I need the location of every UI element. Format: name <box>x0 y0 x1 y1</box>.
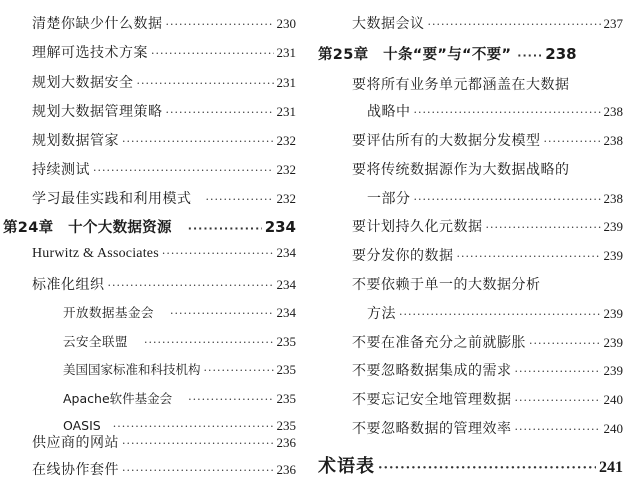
dot-leader <box>378 461 596 476</box>
toc-entry-title: 在线协作套件 <box>32 462 119 478</box>
toc-entry-page: 239 <box>603 335 623 350</box>
toc-entry-page: 238 <box>603 191 623 206</box>
toc-subentry[interactable] <box>63 303 296 321</box>
toc-entry-title: 不要依赖于单一的大数据分析 <box>352 277 541 293</box>
dot-leader <box>162 247 274 260</box>
toc-entry-page: 235 <box>276 391 296 406</box>
toc-entry-page: 238 <box>603 104 623 119</box>
toc-entry[interactable] <box>352 13 623 33</box>
toc-entry[interactable] <box>32 432 296 452</box>
toc-entry-page: 239 <box>603 219 623 234</box>
toc-entry-title: 开放数据基金会 <box>63 305 155 320</box>
toc-entry-title: 不要忽略数据的管理效率 <box>352 421 512 437</box>
toc-entry[interactable] <box>32 459 296 479</box>
toc-entry[interactable] <box>352 130 623 150</box>
toc-entry-page: 236 <box>276 462 296 477</box>
toc-entry-title: 标准化组织 <box>32 277 105 293</box>
dot-leader <box>166 18 274 31</box>
dot-leader <box>188 393 273 406</box>
dot-leader <box>457 250 601 263</box>
toc-entry[interactable] <box>352 332 623 352</box>
toc-entry[interactable] <box>32 130 296 150</box>
toc-entry[interactable] <box>32 13 296 33</box>
toc-entry-title: 云安全联盟 <box>63 334 129 349</box>
dot-leader <box>529 337 601 350</box>
dot-leader <box>517 49 541 62</box>
dot-leader <box>486 221 601 234</box>
toc-entry[interactable] <box>32 274 296 294</box>
chapter-25-heading[interactable] <box>318 43 623 64</box>
toc-entry-page: 231 <box>276 104 296 119</box>
dot-leader <box>137 77 274 90</box>
dot-leader <box>515 423 601 436</box>
toc-entry-page: 240 <box>603 392 623 407</box>
dot-leader <box>515 394 601 407</box>
toc-entry-page: 234 <box>276 277 296 292</box>
toc-entry-title: 理解可选技术方案 <box>32 45 148 61</box>
dot-leader <box>414 193 601 206</box>
toc-entry[interactable] <box>32 42 296 62</box>
toc-entry[interactable] <box>352 303 623 323</box>
toc-entry[interactable] <box>32 159 296 179</box>
toc-entry-page: 232 <box>276 162 296 177</box>
toc-entry-title: 要将传统数据源作为大数据战略的 <box>352 162 570 178</box>
dot-leader <box>122 464 274 477</box>
toc-entry-title: OASIS <box>63 418 101 433</box>
toc-entry[interactable] <box>352 101 623 121</box>
toc-entry-title: 持续测试 <box>32 162 90 178</box>
toc-entry-title: 要计划持久化元数据 <box>352 219 483 235</box>
toc-entry-page: 232 <box>276 133 296 148</box>
toc-entry-page: 239 <box>603 306 623 321</box>
toc-entry[interactable] <box>352 360 623 380</box>
toc-entry-page: 239 <box>603 248 623 263</box>
dot-leader <box>515 365 601 378</box>
toc-entry-page: 234 <box>276 245 296 260</box>
toc-entry[interactable] <box>32 188 296 208</box>
chapter-title: 第24章 十个大数据资源 <box>3 220 172 236</box>
dot-leader <box>544 135 601 148</box>
toc-entry[interactable] <box>352 216 623 236</box>
toc-entry-page: 238 <box>603 133 623 148</box>
chapter-page: 238 <box>545 45 577 63</box>
toc-entry[interactable] <box>352 245 623 265</box>
toc-entry-title: 供应商的网站 <box>32 435 119 451</box>
toc-entry-title: 规划数据管家 <box>32 133 119 149</box>
toc-entry-line1[interactable] <box>352 274 541 294</box>
toc-entry-line1[interactable] <box>352 74 570 94</box>
toc-entry[interactable] <box>352 418 623 438</box>
glossary-page: 241 <box>599 459 623 476</box>
toc-entry-page: 234 <box>276 305 296 320</box>
chapter-24-heading[interactable] <box>3 216 296 237</box>
toc-entry-page: 231 <box>276 75 296 90</box>
toc-entry-page: 230 <box>276 16 296 31</box>
dot-leader <box>428 18 601 31</box>
toc-entry-title: 不要忽略数据集成的需求 <box>352 363 512 379</box>
chapter-page: 234 <box>264 218 296 236</box>
toc-entry-page: 239 <box>603 363 623 378</box>
chapter-title: 第25章 十条“要”与“不要” <box>318 47 512 63</box>
toc-entry-title: 要评估所有的大数据分发模型 <box>352 133 541 149</box>
dot-leader <box>188 222 262 235</box>
toc-entry-title: 美国国家标准和科技机构 <box>63 362 201 377</box>
toc-entry-title: 一部分 <box>367 191 411 207</box>
toc-entry-title: 学习最佳实践和利用模式 <box>32 191 192 207</box>
toc-entry[interactable] <box>352 188 623 208</box>
toc-entry-page: 235 <box>276 334 296 349</box>
dot-leader <box>151 47 274 60</box>
toc-subentry[interactable] <box>63 332 296 350</box>
toc-entry-title: 清楚你缺少什么数据 <box>32 16 163 32</box>
toc-entry-title: 大数据会议 <box>352 16 425 32</box>
toc-entry-title: Hurwitz & Associates <box>32 246 159 261</box>
dot-leader <box>122 437 274 450</box>
toc-entry-page: 231 <box>276 45 296 60</box>
toc-entry-title: 规划大数据安全 <box>32 75 134 91</box>
toc-entry-line1[interactable] <box>352 159 570 179</box>
dot-leader <box>93 164 274 177</box>
toc-entry-title: 要将所有业务单元都涵盖在大数据 <box>352 77 570 93</box>
dot-leader <box>170 307 273 320</box>
toc-entry-title: 规划大数据管理策略 <box>32 104 163 120</box>
toc-entry[interactable] <box>352 389 623 409</box>
toc-entry-page: 236 <box>276 435 296 450</box>
toc-entry-title: 不要在准备充分之前就膨胀 <box>352 335 526 351</box>
glossary-title: 术语表 <box>318 456 375 477</box>
toc-entry[interactable] <box>32 72 296 92</box>
toc-entry-title: Apache软件基金会 <box>63 391 173 406</box>
dot-leader <box>122 135 274 148</box>
toc-entry[interactable] <box>32 245 296 262</box>
dot-leader <box>204 364 274 377</box>
toc-entry-title: 不要忘记安全地管理数据 <box>352 392 512 408</box>
dot-leader <box>399 308 601 321</box>
toc-entry-page: 232 <box>276 191 296 206</box>
dot-leader <box>206 193 274 206</box>
toc-entry-page: 235 <box>276 418 296 433</box>
toc-entry-page: 235 <box>276 362 296 377</box>
toc-subentry[interactable] <box>63 389 296 407</box>
toc-entry-title: 战略中 <box>367 104 411 120</box>
toc-subentry[interactable] <box>63 360 296 378</box>
toc-entry[interactable] <box>32 101 296 121</box>
dot-leader <box>414 106 601 119</box>
toc-entry-page: 237 <box>603 16 623 31</box>
dot-leader <box>166 106 274 119</box>
toc-entry-title: 要分发你的数据 <box>352 248 454 264</box>
toc-entry-page: 240 <box>603 421 623 436</box>
toc-entry-title: 方法 <box>367 306 396 322</box>
glossary-heading[interactable] <box>318 452 623 478</box>
dot-leader <box>108 279 274 292</box>
dot-leader <box>144 336 273 349</box>
